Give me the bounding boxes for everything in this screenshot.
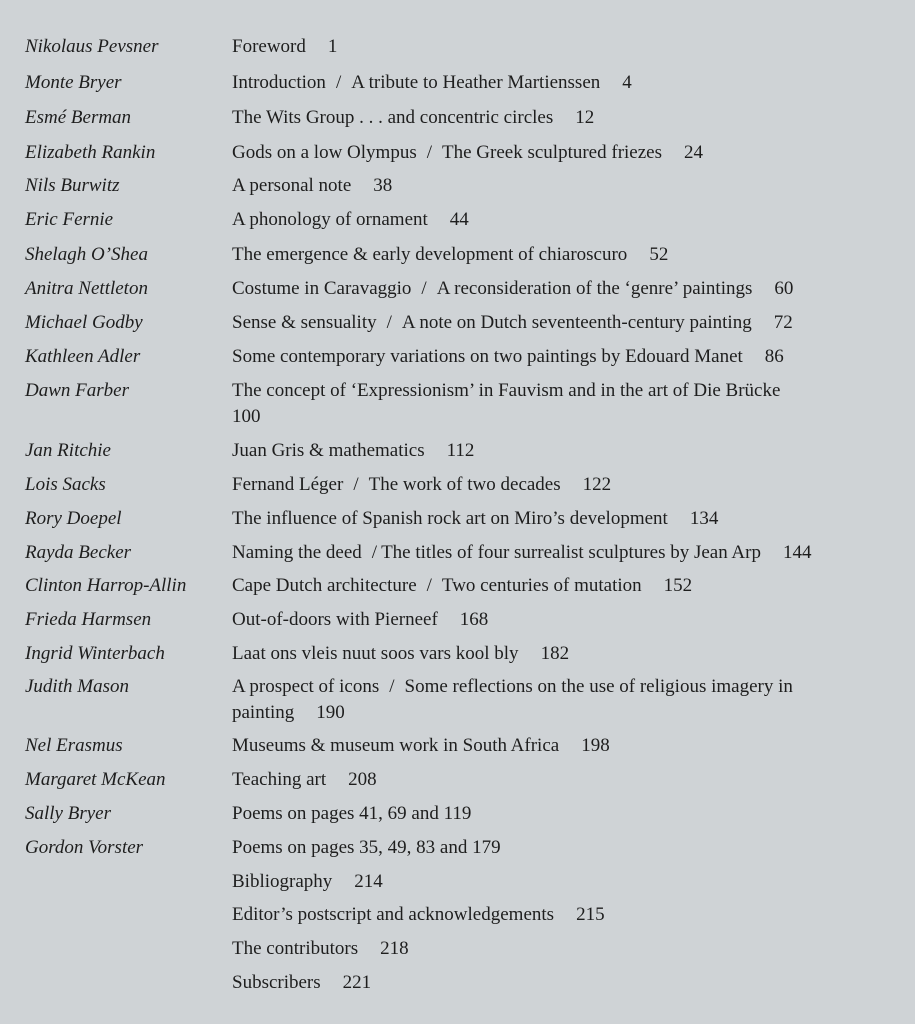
entry-title-line (232, 140, 892, 166)
entry-title-line (232, 869, 892, 895)
author-name: Esmé Berman (25, 107, 132, 128)
entry-title: Bibliography (232, 871, 333, 892)
entry-subtitle-continuation: painting (232, 702, 295, 723)
entry-title: The influence of Spanish rock art on Miro’s development (232, 508, 668, 529)
entry-title-line (232, 105, 892, 131)
entry-title-line (232, 936, 892, 962)
entry-title-line (232, 641, 892, 667)
entry-title-line (232, 970, 892, 996)
entry-title-line (232, 674, 892, 726)
entry-title-line (232, 835, 892, 861)
entry-title: A phonology of ornament (232, 209, 428, 230)
author-name: Sally Bryer (25, 803, 112, 824)
entry-subtitle: A reconsideration of the ‘genre’ paintings (436, 278, 753, 299)
entry-title-line (232, 540, 892, 566)
author-name: Nils Burwitz (25, 175, 120, 196)
author-name: Rory Doepel (25, 508, 122, 529)
page-number: 52 (649, 244, 669, 265)
title-separator: / (389, 676, 395, 697)
author-name: Margaret McKean (25, 769, 166, 790)
entry-title-line (232, 70, 892, 96)
page-number: 190 (316, 702, 345, 723)
entry-title-line (232, 767, 892, 793)
entry-title: Laat ons vleis nuut soos vars kool bly (232, 643, 519, 664)
author-name: Monte Bryer (25, 72, 122, 93)
entry-title-line (232, 506, 892, 532)
entry-title: Fernand Léger (232, 474, 344, 495)
page-number: 198 (581, 735, 610, 756)
author-name: Nel Erasmus (25, 735, 123, 756)
page-number: 134 (689, 508, 719, 529)
entry-title: Naming the deed (232, 542, 362, 563)
entry-title: Foreword (232, 36, 306, 57)
entry-title: A personal note (232, 175, 352, 196)
entry-title: Introduction (232, 72, 326, 93)
entry-title-line (232, 607, 892, 633)
entry-title: Juan Gris & mathematics (232, 440, 425, 461)
page-number: 24 (684, 142, 703, 163)
author-name: Kathleen Adler (25, 346, 141, 367)
entry-subtitle: Two centuries of mutation (441, 575, 642, 596)
author-name: Clinton Harrop-Allin (25, 575, 187, 596)
page-number: 122 (582, 474, 612, 495)
author-name: Frieda Harmsen (25, 609, 152, 630)
page-number: 44 (449, 209, 469, 230)
page-number: 112 (446, 440, 475, 461)
title-separator: / (353, 474, 359, 495)
entry-title-line (232, 276, 892, 302)
entry-subtitle: The titles of four surrealist sculptures by Jean Arp (381, 542, 761, 563)
entry-title: The Wits Group . . . and concentric circles (232, 107, 554, 128)
page-number: 182 (540, 643, 570, 664)
entry-title: Subscribers (232, 972, 321, 993)
entry-title-line (232, 472, 892, 498)
page-number: 38 (373, 175, 393, 196)
author-name: Judith Mason (25, 676, 129, 697)
entry-title-line (232, 34, 892, 60)
entry-subtitle: A tribute to Heather Martienssen (351, 72, 601, 93)
entry-title-line (232, 438, 892, 464)
author-name: Eric Fernie (25, 209, 114, 230)
page-number: 168 (459, 609, 489, 630)
title-separator: / (386, 312, 392, 333)
entry-title: Poems on pages 35, 49, 83 and 179 (232, 837, 501, 858)
entry-title-line (232, 902, 892, 928)
entry-subtitle: Some reflections on the use of religious imagery in (404, 676, 793, 697)
author-name: Rayda Becker (25, 542, 132, 563)
entry-title: Costume in Caravaggio (232, 278, 412, 299)
page-number: 144 (783, 542, 812, 563)
entry-title: Teaching art (232, 769, 327, 790)
entry-title-line (232, 344, 892, 370)
author-name: Elizabeth Rankin (25, 142, 156, 163)
page-number: 221 (342, 972, 372, 993)
entry-title: Out-of-doors with Pierneef (232, 609, 438, 630)
title-separator: / (426, 142, 433, 163)
entry-title-line (232, 801, 892, 827)
entry-title-line (232, 573, 892, 599)
entry-title-line (232, 242, 892, 268)
page-number: 86 (764, 346, 784, 367)
page-number: 1 (327, 36, 338, 57)
entry-title: Poems on pages 41, 69 and 119 (232, 803, 472, 824)
entry-title-line (232, 310, 892, 336)
author-name: Ingrid Winterbach (25, 643, 165, 664)
entry-title: Gods on a low Olympus (232, 142, 417, 163)
title-separator: / (426, 575, 432, 596)
page-number: 60 (774, 278, 794, 299)
entry-title: Some contemporary variations on two paintings by Edouard Manet (232, 346, 743, 367)
entry-title: The emergence & early development of chiaroscuro (232, 244, 628, 265)
entry-title-line (232, 378, 892, 430)
entry-title: Museums & museum work in South Africa (232, 735, 560, 756)
author-name: Nikolaus Pevsner (25, 36, 159, 57)
author-name: Jan Ritchie (25, 440, 111, 461)
page-number: 215 (576, 904, 605, 925)
entry-title: Cape Dutch architecture (232, 575, 417, 596)
author-name: Lois Sacks (25, 474, 106, 495)
page-number: 218 (380, 938, 409, 959)
entry-title: The contributors (232, 938, 359, 959)
entry-subtitle: The Greek sculptured friezes (442, 142, 662, 163)
author-name: Shelagh O’Shea (25, 244, 148, 265)
entry-title-line (232, 733, 892, 759)
title-separator: / (335, 72, 342, 93)
title-separator: / (371, 542, 378, 563)
entry-title: The concept of ‘Expressionism’ in Fauvism and in the art of Die Brücke (232, 380, 781, 401)
page-number: 4 (622, 72, 632, 93)
page-number: 100 (232, 406, 261, 427)
author-name: Anitra Nettleton (25, 278, 148, 299)
author-name: Dawn Farber (25, 380, 129, 401)
entry-title: Sense & sensuality (232, 312, 377, 333)
entry-subtitle: The work of two decades (368, 474, 561, 495)
page-number: 208 (348, 769, 377, 790)
page-number: 214 (354, 871, 383, 892)
page-number: 72 (773, 312, 793, 333)
entry-subtitle: A note on Dutch seventeenth-century painting (401, 312, 752, 333)
author-name: Michael Godby (25, 312, 143, 333)
author-name: Gordon Vorster (25, 837, 144, 858)
entry-title-line (232, 207, 892, 233)
title-separator: / (421, 278, 427, 299)
page-number: 152 (663, 575, 693, 596)
entry-title: Editor’s postscript and acknowledgements (232, 904, 555, 925)
entry-title-line (232, 173, 892, 199)
page-number: 12 (575, 107, 595, 128)
entry-title: A prospect of icons (232, 676, 380, 697)
